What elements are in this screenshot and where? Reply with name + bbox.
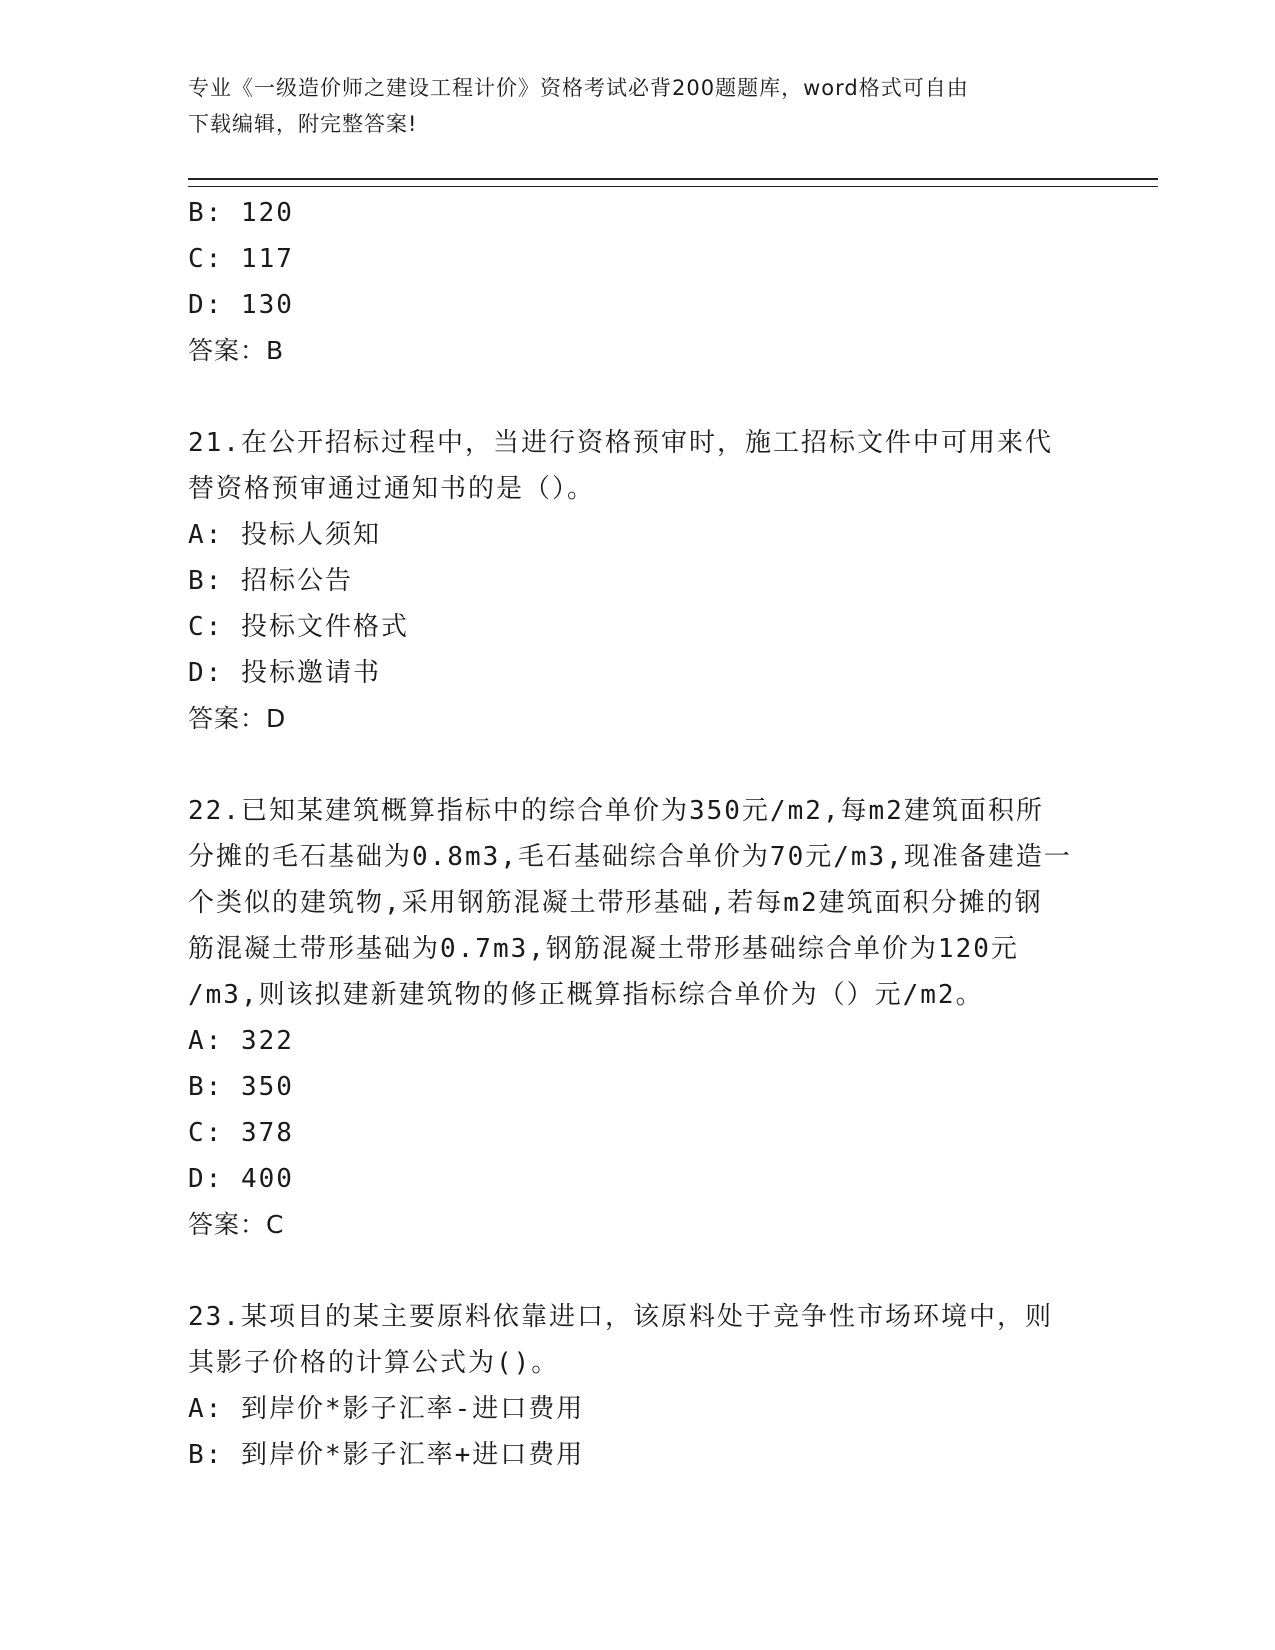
question-23	[188, 1294, 1088, 1478]
header-line-2: 下载编辑，附完整答案!	[188, 112, 418, 136]
option-c: C: 117	[188, 244, 294, 274]
option-c: C: 378	[188, 1118, 294, 1148]
option-b: B: 120	[188, 198, 294, 228]
option-b: B: 招标公告	[188, 566, 353, 596]
question-stem-line: 个类似的建筑物,采用钢筋混凝土带形基础,若每m2建筑面积分摊的钢	[188, 888, 1043, 918]
question-stem-line: 23.某项目的某主要原料依靠进口，该原料处于竞争性市场环境中，则	[188, 1302, 1053, 1332]
option-a: A: 投标人须知	[188, 520, 381, 550]
question-stem-line: /m3,则该拟建新建筑物的修正概算指标综合单价为（）元/m2。	[188, 980, 984, 1010]
header-divider	[188, 178, 1158, 187]
question-stem-line: 替资格预审通过通知书的是（）。	[188, 474, 596, 504]
question-stem-line: 筋混凝土带形基础为0.7m3,钢筋混凝土带形基础综合单价为120元	[188, 934, 1019, 964]
option-a: A: 到岸价*影子汇率-进口费用	[188, 1394, 585, 1424]
question-stem-line: 21.在公开招标过程中，当进行资格预审时，施工招标文件中可用来代	[188, 428, 1053, 458]
option-d: D: 投标邀请书	[188, 658, 381, 688]
option-b: B: 到岸价*影子汇率+进口费用	[188, 1440, 585, 1470]
question-stem-line: 22.已知某建筑概算指标中的综合单价为350元/m2,每m2建筑面积所	[188, 796, 1044, 826]
question-list	[188, 190, 1088, 1478]
option-b: B: 350	[188, 1072, 294, 1102]
answer-line: 答案：B	[188, 336, 285, 365]
question-20-tail	[188, 190, 1088, 374]
option-d: D: 400	[188, 1164, 294, 1194]
header-line-1: 专业《一级造价师之建设工程计价》资格考试必背200题题库，word格式可自由	[188, 76, 969, 100]
document-header	[188, 70, 1088, 142]
option-c: C: 投标文件格式	[188, 612, 409, 642]
question-21	[188, 420, 1088, 742]
question-stem-line: 其影子价格的计算公式为()。	[188, 1348, 560, 1378]
option-d: D: 130	[188, 290, 294, 320]
option-a: A: 322	[188, 1026, 294, 1056]
answer-line: 答案：C	[188, 1210, 285, 1239]
question-stem-line: 分摊的毛石基础为0.8m3,毛石基础综合单价为70元/m3,现准备建造一	[188, 842, 1072, 872]
question-22	[188, 788, 1088, 1248]
answer-line: 答案：D	[188, 704, 287, 733]
